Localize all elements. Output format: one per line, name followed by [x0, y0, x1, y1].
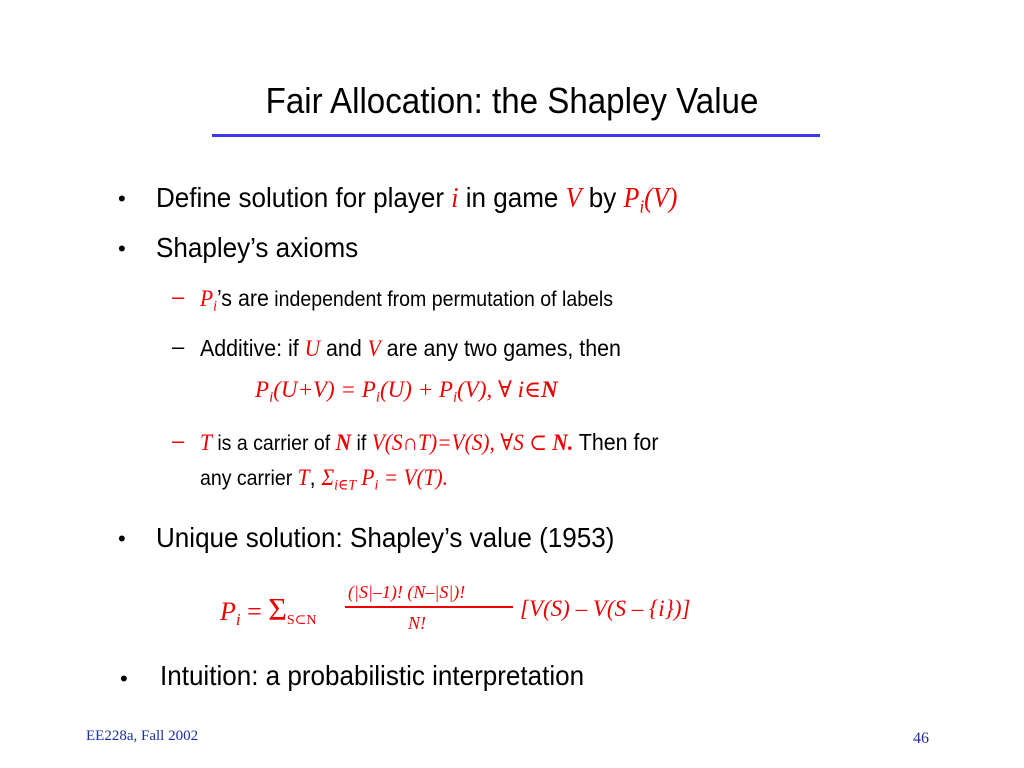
formula-sigma: Σ — [268, 591, 287, 627]
bullet-1-marker: • — [118, 186, 126, 211]
formula-fraction-bar — [345, 606, 513, 608]
sub-1-text-a: ’s are — [216, 285, 269, 311]
bullet-1-text-b: in game — [458, 182, 566, 213]
eq-sub2: i — [375, 389, 380, 406]
eq-sub3: i — [452, 389, 458, 406]
sub-3-text-a: is a carrier of — [211, 432, 336, 455]
formula-denominator: N! — [408, 613, 426, 633]
sub-3-sigma: Σ — [321, 465, 335, 490]
eq-p3: P — [438, 377, 453, 402]
bullet-1-sub-i: i — [639, 196, 645, 217]
eq-p1: P — [255, 377, 270, 402]
formula-sub-i: i — [235, 610, 241, 630]
sub-3-line-2 — [200, 462, 448, 494]
sub-2-dash: – — [172, 334, 185, 359]
sub-3-var-n2: N. — [552, 430, 574, 455]
bullet-1-var-v: V — [565, 183, 582, 214]
sub-3-expr: V(S∩T)=V(S), ∀S ⊂ — [371, 430, 553, 455]
sub-2-var-v: V — [367, 336, 381, 361]
formula-p: P — [220, 597, 236, 626]
bullet-1-text-a: Define solution for player — [156, 182, 452, 213]
bullet-4-marker: • — [120, 666, 128, 691]
formula-numerator: (|S|–1)! (N–|S|)! — [348, 582, 466, 602]
bullet-3: Unique solution: Shapley’s value (1953) — [156, 522, 615, 553]
sub-3-var-p: P — [356, 465, 375, 490]
eq-sub1: i — [269, 389, 274, 406]
eq-i-in: i∈ — [511, 377, 542, 402]
eq-p2: P — [361, 377, 376, 402]
sub-3-comma: , — [309, 464, 322, 490]
bullet-1-text-c: by — [581, 182, 624, 213]
additivity-equation — [255, 377, 558, 406]
sub-2 — [200, 333, 621, 364]
formula-eq: = — [240, 597, 269, 626]
sub-2-text-b: and — [320, 335, 368, 361]
bullet-3-marker: • — [118, 526, 126, 551]
bullet-4: Intuition: a probabilistic interpretation — [160, 660, 585, 691]
sub-2-text-a: Additive: if — [200, 335, 305, 361]
formula-sum-sub: S⊂N — [286, 613, 317, 629]
sub-1-text-b: independent from permutation of labels — [268, 288, 614, 311]
eq-n: N — [541, 377, 558, 402]
formula-bracket: [V(S) – V(S – {i})] — [520, 596, 691, 621]
bullet-1-arg: (V) — [644, 183, 678, 214]
sub-3-text-b: if — [351, 432, 372, 455]
sub-2-var-u: U — [304, 336, 321, 361]
sub-3-sum-sub: i∈T — [334, 477, 357, 494]
eq-forall: ∀ — [498, 377, 512, 402]
bullet-1 — [156, 180, 677, 217]
sub-1-dash: – — [172, 284, 185, 309]
sub-3-dash: – — [172, 428, 185, 453]
sub-3-var-t2: T — [297, 465, 310, 490]
bullet-2: Shapley’s axioms — [156, 232, 359, 263]
sub-3-var-n: N — [335, 430, 352, 455]
eq-arg3: (V), — [457, 377, 499, 402]
bullet-1-var-p: P — [623, 183, 640, 214]
sub-3-line2-text: any carrier — [200, 467, 298, 490]
bullet-1-var-i: i — [451, 183, 459, 214]
sub-1-sub-i: i — [213, 298, 217, 315]
sub-3-sub-i: i — [374, 477, 379, 494]
sub-3-eq: = V(T). — [378, 465, 449, 490]
slide-title: Fair Allocation: the Shapley Value — [265, 80, 759, 121]
bullet-2-marker: • — [118, 236, 126, 261]
sub-3-text-c: Then for — [573, 429, 659, 455]
title-underline — [212, 134, 820, 137]
eq-arg2: (U) + — [379, 377, 439, 402]
sub-2-text-c: are any two games, then — [380, 335, 621, 361]
footer-page-number: 46 — [913, 730, 929, 747]
shapley-formula-lhs — [220, 591, 317, 628]
sub-1-var-p: P — [200, 286, 214, 311]
sub-3-var-t: T — [200, 430, 212, 455]
sub-1 — [200, 283, 613, 315]
footer-course: EE228a, Fall 2002 — [86, 728, 199, 744]
eq-arg1: (U+V) = — [273, 377, 362, 402]
sub-3-line-1 — [200, 427, 658, 459]
